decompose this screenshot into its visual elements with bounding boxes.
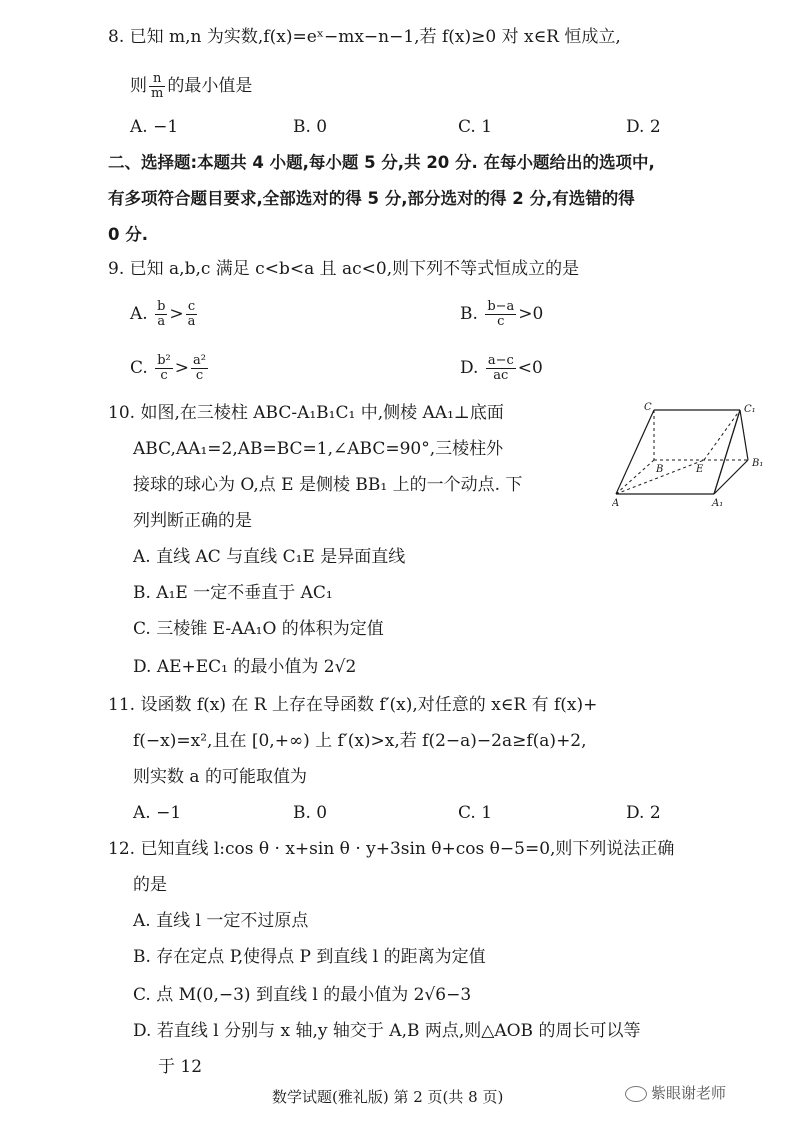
q12-line2: 的是 (133, 875, 167, 895)
q9-a-n2: c (186, 300, 198, 315)
q11-line3: 则实数 a 的可能取值为 (133, 767, 307, 787)
q12-option-d: D. 若直线 l 分别与 x 轴,y 轴交于 A,B 两点,则△AOB 的周长可以等 (133, 1021, 641, 1041)
q8-line2 (130, 72, 252, 101)
q9-option-c (130, 354, 210, 383)
q9-d-d1: ac (493, 368, 509, 383)
q8-line2-pre: 则 (130, 76, 147, 96)
prism-figure (612, 398, 772, 508)
edge-c-a (616, 410, 654, 494)
label-a1: A₁ (712, 498, 724, 508)
q9-a-d1: a (157, 314, 166, 329)
q12-line1: 12. 已知直线 l:cos θ · x+sin θ · y+3sin θ+cos θ−5=0,则下列说法正确 (108, 839, 675, 859)
q9-c-n1: b² (157, 353, 171, 368)
q11-option-c: C. 1 (458, 803, 493, 823)
q9-option-a (130, 300, 199, 329)
q9-a-label: A. (130, 304, 148, 324)
q10-option-b: B. A₁E 一定不垂直于 AC₁ (133, 583, 333, 603)
q9-b-d1: c (497, 314, 505, 329)
q9-c-op: > (174, 358, 190, 378)
hidden-e-c1 (704, 410, 740, 460)
label-a: A (612, 498, 620, 508)
q9-d-op: <0 (517, 358, 543, 378)
label-b: B (656, 464, 664, 475)
q10-line3: 接球的球心为 O,点 E 是侧棱 BB₁ 上的一个动点. 下 (133, 475, 523, 495)
q9-a-d2: a (187, 314, 196, 329)
q8-option-b: B. 0 (293, 117, 328, 137)
hidden-b-a (616, 460, 654, 494)
q9-b-frac (485, 300, 516, 329)
q10-line1: 10. 如图,在三棱柱 ABC-A₁B₁C₁ 中,侧棱 AA₁⊥底面 (108, 403, 504, 423)
label-c1: C₁ (744, 404, 756, 415)
q9-option-d (460, 354, 543, 383)
page-footer: 数学试题(雅礼版) 第 2 页(共 8 页) (272, 1088, 504, 1106)
q11-option-b: B. 0 (293, 803, 328, 823)
q9-a-n1: b (157, 299, 166, 314)
watermark (625, 1082, 726, 1103)
section2-line2: 有多项符合题目要求,全部选对的得 5 分,部分选对的得 2 分,有选错的得 (108, 189, 635, 208)
q8-option-a: A. −1 (130, 117, 179, 137)
q10-line4: 列判断正确的是 (133, 511, 252, 531)
q8-frac-den: m (151, 86, 164, 101)
q8-fraction (149, 72, 165, 101)
q9-c-frac2 (191, 354, 208, 383)
q9-a-frac2 (186, 300, 198, 329)
q8-option-d: D. 2 (626, 117, 661, 137)
label-e: E (696, 464, 704, 475)
q12-option-b: B. 存在定点 P,使得点 P 到直线 l 的距离为定值 (133, 947, 486, 967)
q9-d-label: D. (460, 358, 479, 378)
section2-line1: 二、选择题:本题共 4 小题,每小题 5 分,共 20 分. 在每小题给出的选项中, (108, 153, 655, 172)
section2-line3: 0 分. (108, 225, 148, 244)
watermark-text: 紫眼谢老师 (651, 1084, 727, 1102)
q9-stem: 9. 已知 a,b,c 满足 c<b<a 且 ac<0,则下列不等式恒成立的是 (108, 259, 580, 279)
q11-line2: f(−x)=x²,且在 [0,+∞) 上 f′(x)>x,若 f(2−a)−2a≥f(a)+2, (133, 731, 587, 751)
q9-d-n1: a−c (487, 353, 514, 368)
q9-b-n1: b−a (487, 299, 515, 314)
q9-c-d1: c (160, 368, 168, 383)
label-c: C (644, 402, 652, 413)
q9-b-op: >0 (518, 304, 544, 324)
q10-option-c: C. 三棱锥 E-AA₁O 的体积为定值 (133, 619, 384, 639)
q8-line2-post: 的最小值是 (167, 76, 253, 96)
q8-frac-num: n (149, 72, 165, 87)
q11-line1: 11. 设函数 f(x) 在 R 上存在导函数 f′(x),对任意的 x∈R 有 f(x)+ (108, 695, 598, 715)
q9-d-frac (486, 354, 516, 383)
q12-option-c: C. 点 M(0,−3) 到直线 l 的最小值为 2√6−3 (133, 985, 472, 1005)
edge-c1-b1 (740, 410, 748, 460)
label-b1: B₁ (752, 458, 764, 469)
q8-line1: 8. 已知 m,n 为实数,f(x)=eˣ−mx−n−1,若 f(x)≥0 对 x∈R 恒成立, (108, 27, 621, 47)
q11-option-d: D. 2 (626, 803, 661, 823)
q9-a-frac1 (155, 300, 167, 329)
q9-c-frac1 (155, 354, 173, 383)
q9-option-b (460, 300, 543, 329)
q12-option-d-cont: 于 12 (158, 1057, 203, 1077)
q9-b-label: B. (460, 304, 478, 324)
q9-c-n2: a² (193, 353, 206, 368)
q12-option-a: A. 直线 l 一定不过原点 (133, 911, 309, 931)
q9-c-d2: c (195, 368, 204, 383)
q10-line2: ABC,AA₁=2,AB=BC=1,∠ABC=90°,三棱柱外 (133, 439, 504, 459)
q9-c-label: C. (130, 358, 148, 378)
wechat-icon (625, 1086, 647, 1102)
q11-option-a: A. −1 (133, 803, 182, 823)
q9-a-op: > (169, 304, 184, 324)
q10-option-a: A. 直线 AC 与直线 C₁E 是异面直线 (133, 547, 406, 567)
q8-option-c: C. 1 (458, 117, 493, 137)
q10-option-d: D. AE+EC₁ 的最小值为 2√2 (133, 657, 357, 677)
